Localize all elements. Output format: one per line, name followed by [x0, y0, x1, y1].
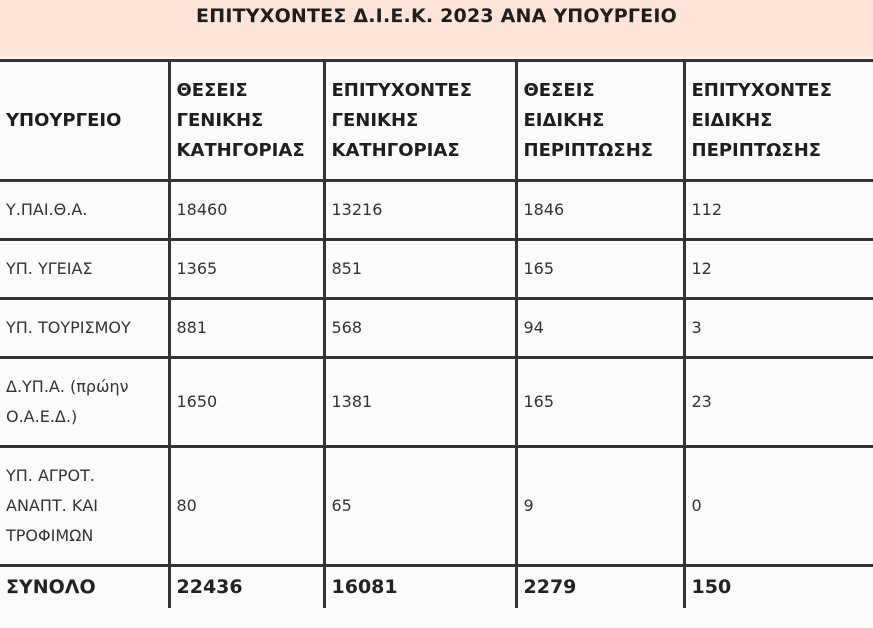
title-bar [0, 0, 873, 57]
value-cell: 165 [516, 358, 684, 447]
header-line: ΕΠΙΤΥΧΟΝΤΕΣ [691, 79, 832, 101]
value-cell: 80 [169, 447, 324, 566]
value-cell: 18460 [169, 181, 324, 240]
table-row [0, 447, 873, 566]
column-header [0, 61, 169, 181]
total-value: 22436 [169, 566, 324, 608]
ministry-line: Ο.Α.Ε.Δ.) [6, 407, 78, 426]
column-header [324, 61, 516, 181]
total-row [0, 566, 873, 608]
ministry-cell [0, 358, 169, 447]
ministry-cell [0, 299, 169, 358]
value-cell: 94 [516, 299, 684, 358]
table-row [0, 181, 873, 240]
total-label: ΣΥΝΟΛΟ [0, 566, 169, 608]
table-row [0, 299, 873, 358]
column-header [516, 61, 684, 181]
ministry-line: ΥΠ. ΑΓΡΟΤ. [6, 466, 95, 485]
value-cell: 65 [324, 447, 516, 566]
total-value: 2279 [516, 566, 684, 608]
header-line: ΚΑΤΗΓΟΡΙΑΣ [176, 139, 305, 161]
header-line: ΕΙΔΙΚΗΣ [691, 109, 773, 131]
header-line: ΘΕΣΕΙΣ [176, 79, 248, 101]
header-line: ΠΕΡΙΠΤΩΣΗΣ [523, 139, 654, 161]
header-line: ΚΑΤΗΓΟΡΙΑΣ [331, 139, 460, 161]
results-table [0, 59, 873, 608]
ministry-line: ΤΡΟΦΙΜΩΝ [6, 526, 94, 545]
total-value: 16081 [324, 566, 516, 608]
header-line: ΓΕΝΙΚΗΣ [331, 109, 419, 131]
header-line: ΥΠΟΥΡΓΕΙΟ [6, 109, 122, 131]
column-header [684, 61, 873, 181]
ministry-cell [0, 240, 169, 299]
value-cell: 0 [684, 447, 873, 566]
page-title: ΕΠΙΤΥΧΟΝΤΕΣ Δ.Ι.Ε.Κ. 2023 ΑΝΑ ΥΠΟΥΡΓΕΙΟ [196, 5, 677, 27]
ministry-line: ΑΝΑΠΤ. ΚΑΙ [6, 496, 98, 515]
header-line: ΓΕΝΙΚΗΣ [176, 109, 264, 131]
header-line: ΘΕΣΕΙΣ [523, 79, 595, 101]
value-cell: 12 [684, 240, 873, 299]
header-line: ΕΠΙΤΥΧΟΝΤΕΣ [331, 79, 472, 101]
value-cell: 3 [684, 299, 873, 358]
ministry-cell [0, 181, 169, 240]
ministry-line: ΥΠ. ΤΟΥΡΙΣΜΟΥ [6, 318, 131, 337]
value-cell: 881 [169, 299, 324, 358]
ministry-cell [0, 447, 169, 566]
ministry-line: Υ.ΠΑΙ.Θ.Α. [6, 200, 88, 219]
ministry-line: Δ.ΥΠ.Α. (πρώην [6, 377, 129, 396]
value-cell: 568 [324, 299, 516, 358]
value-cell: 165 [516, 240, 684, 299]
header-row [0, 61, 873, 181]
total-value: 150 [684, 566, 873, 608]
ministry-line: ΥΠ. ΥΓΕΙΑΣ [6, 259, 93, 278]
value-cell: 1381 [324, 358, 516, 447]
value-cell: 23 [684, 358, 873, 447]
column-header [169, 61, 324, 181]
value-cell: 9 [516, 447, 684, 566]
value-cell: 1650 [169, 358, 324, 447]
value-cell: 851 [324, 240, 516, 299]
table-row [0, 240, 873, 299]
value-cell: 1365 [169, 240, 324, 299]
table-row [0, 358, 873, 447]
value-cell: 13216 [324, 181, 516, 240]
value-cell: 1846 [516, 181, 684, 240]
header-line: ΕΙΔΙΚΗΣ [523, 109, 605, 131]
header-line: ΠΕΡΙΠΤΩΣΗΣ [691, 139, 822, 161]
value-cell: 112 [684, 181, 873, 240]
